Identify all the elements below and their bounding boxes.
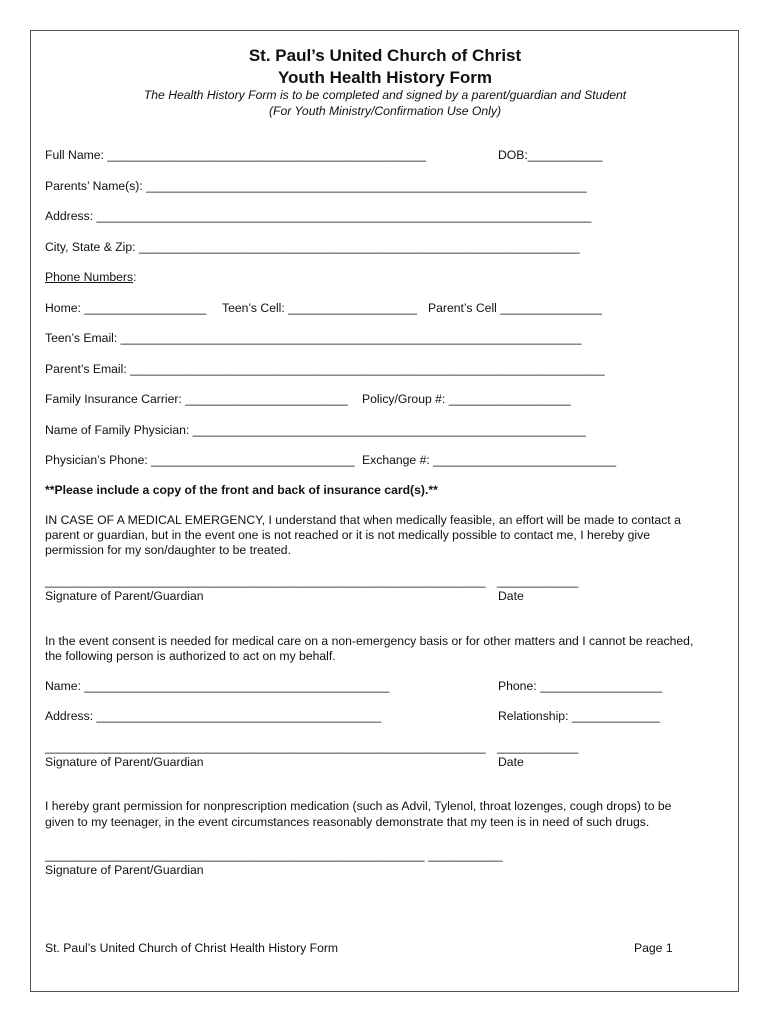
family-physician-field[interactable]: Name of Family Physician: __________________________________________________________ xyxy=(45,423,586,437)
emergency-date-label: Date xyxy=(498,589,524,603)
consent-paragraph-line: the following person is authorized to act on my behalf. xyxy=(45,649,336,663)
emergency-signature-line[interactable]: _________________________________________________________________ xyxy=(45,574,486,588)
city-state-zip-field[interactable]: City, State & Zip: _________________________________________________________________ xyxy=(45,240,580,254)
emergency-paragraph-line: parent or guardian, but in the event one is not reached or it is not medically possible to contact me, I hereby give xyxy=(45,528,650,542)
exchange-field[interactable]: Exchange #: ___________________________ xyxy=(362,453,617,467)
insurance-carrier-field[interactable]: Family Insurance Carrier: ________________________ xyxy=(45,392,348,406)
phone-numbers-heading xyxy=(45,270,136,284)
consent-signature-line[interactable]: _________________________________________________________________ xyxy=(45,740,486,754)
parent-cell-field[interactable]: Parent’s Cell _______________ xyxy=(428,301,602,315)
form-subtitle-note: (For Youth Ministry/Confirmation Use Only) xyxy=(268,104,502,118)
authorized-phone-field[interactable]: Phone: __________________ xyxy=(498,679,663,693)
medication-paragraph-line: I hereby grant permission for nonprescription medication (such as Advil, Tylenol, throat lozenges, cough drops) to be xyxy=(45,799,672,813)
footer-page-number: Page 1 xyxy=(634,941,673,955)
form-title-church: St. Paul’s United Church of Christ xyxy=(248,46,522,65)
policy-group-field[interactable]: Policy/Group #: __________________ xyxy=(362,392,571,406)
teen-cell-field[interactable]: Teen’s Cell: ___________________ xyxy=(222,301,417,315)
emergency-date-line[interactable]: ____________ xyxy=(497,574,579,588)
full-name-field[interactable]: Full Name: _______________________________________________ xyxy=(45,148,426,162)
phone-numbers-colon: : xyxy=(133,270,137,284)
insurance-card-note: **Please include a copy of the front and back of insurance card(s).** xyxy=(45,483,438,497)
teen-email-field[interactable]: Teen’s Email: ____________________________________________________________________ xyxy=(45,331,582,345)
dob-field[interactable]: DOB:___________ xyxy=(498,148,603,162)
medication-paragraph-line: given to my teenager, in the event circumstances reasonably demonstrate that my teen is in need of such drugs. xyxy=(45,815,650,829)
physician-phone-field[interactable]: Physician’s Phone: ______________________________ xyxy=(45,453,355,467)
address-field[interactable]: Address: _________________________________________________________________________ xyxy=(45,209,592,223)
relationship-field[interactable]: Relationship: _____________ xyxy=(498,709,660,723)
parents-names-field[interactable]: Parents’ Name(s): _________________________________________________________________ xyxy=(45,179,587,193)
consent-signature-label: Signature of Parent/Guardian xyxy=(45,755,204,769)
form-subtitle: The Health History Form is to be completed and signed by a parent/guardian and Student xyxy=(143,88,627,102)
footer-document-name: St. Paul’s United Church of Christ Health History Form xyxy=(45,941,339,955)
home-phone-field[interactable]: Home: __________________ xyxy=(45,301,207,315)
emergency-signature-label: Signature of Parent/Guardian xyxy=(45,589,204,603)
authorized-name-field[interactable]: Name: _____________________________________________ xyxy=(45,679,390,693)
consent-date-line[interactable]: ____________ xyxy=(497,740,579,754)
consent-date-label: Date xyxy=(498,755,524,769)
parent-email-field[interactable]: Parent’s Email: ______________________________________________________________________ xyxy=(45,362,605,376)
form-title: Youth Health History Form xyxy=(277,68,493,87)
medication-signature-label: Signature of Parent/Guardian xyxy=(45,863,204,877)
emergency-paragraph-line: permission for my son/daughter to be treated. xyxy=(45,543,291,557)
medication-signature-line[interactable]: ________________________________________________________ ___________ xyxy=(45,848,503,862)
phone-numbers-label: Phone Numbers xyxy=(45,270,134,284)
emergency-paragraph-line: IN CASE OF A MEDICAL EMERGENCY, I understand that when medically feasible, an effort will be made to contact a xyxy=(45,513,681,527)
consent-paragraph-line: In the event consent is needed for medical care on a non-emergency basis or for other matters and I cannot be reached, xyxy=(45,634,694,648)
authorized-address-field[interactable]: Address: __________________________________________ xyxy=(45,709,382,723)
